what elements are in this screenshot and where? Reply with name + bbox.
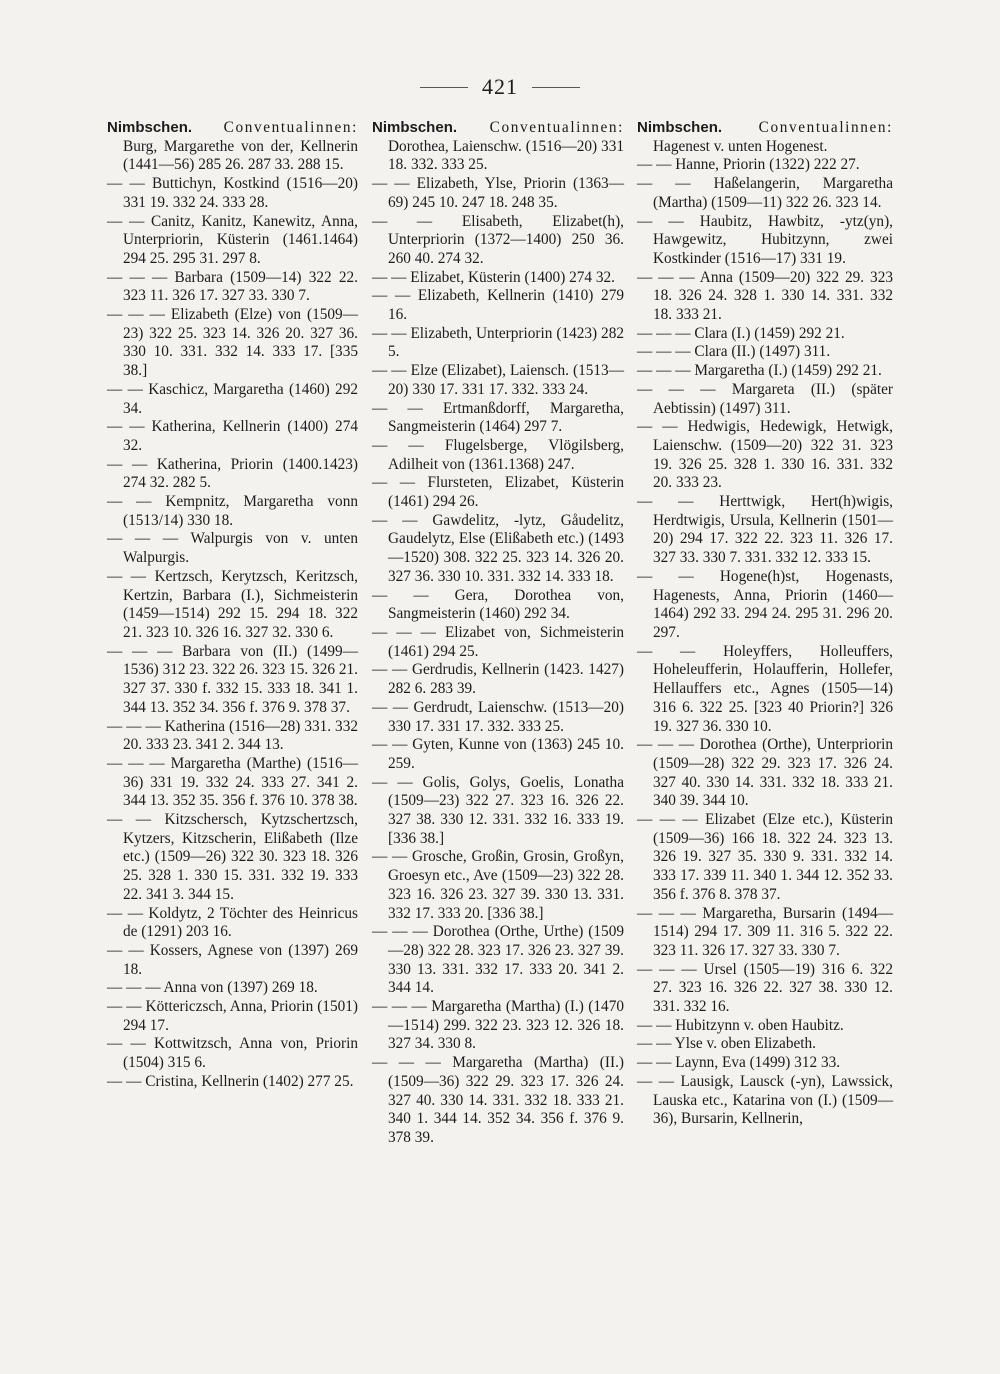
index-entry: — — — Margaretha, Bursarin (1494—1514) 294 17. 309 11. 316 5. 322 22. 323 11. 326 17. 327 33. 330 7. <box>637 904 893 959</box>
index-entry: — — Ylse v. oben Elizabeth. <box>637 1035 816 1053</box>
text-column-2 <box>372 119 624 1148</box>
index-entry: — — Hanne, Priorin (1322) 222 27. <box>637 156 860 174</box>
index-entry: — — Katherina, Kellnerin (1400) 274 32. <box>107 418 358 454</box>
index-entry: — — Elizabet, Küsterin (1400) 274 32. <box>372 268 616 286</box>
header-rule-left <box>420 87 468 88</box>
column-subheading: Conventualinnen: <box>758 119 893 136</box>
index-entry: — — Hogene(h)st, Hogenasts, Hagenests, Anna, Priorin (1460—1464) 292 33. 294 24. 295 31. 296 20. 297. <box>637 567 893 641</box>
index-entry: — — — Margaretha (Martha) (I.) (1470—1514) 299. 322 23. 323 12. 326 18. 327 34. 330 8. <box>372 998 624 1053</box>
index-entry: — — — Dorothea (Orthe, Urthe) (1509—28) 322 28. 323 17. 326 23. 327 39. 330 13. 331. 332 17. 333 20. 341 2. 344 14. <box>372 923 624 997</box>
index-entry: — — Canitz, Kanitz, Kanewitz, Anna, Unterpriorin, Küsterin (1461.1464) 294 25. 295 31. 297 8. <box>107 212 358 267</box>
index-entry: — — — Walpurgis von v. unten Walpurgis. <box>107 530 358 567</box>
index-entry: — — Elze (Elizabet), Laiensch. (1513—20) 330 17. 331 17. 332. 333 24. <box>372 362 624 398</box>
index-entry <box>637 119 893 156</box>
index-entry: — — Köttericzsch, Anna, Priorin (1501) 294 17. <box>107 998 358 1034</box>
entry-text: Dorothea, Laienschw. (1516—20) 331 18. 332. 333 25. <box>388 137 624 174</box>
index-entry: — — — Clara (I.) (1459) 292 21. <box>637 324 845 342</box>
index-entry: — — Hedwigis, Hedewigk, Hetwigk, Laienschw. (1509—20) 322 31. 323 19. 326 25. 328 1. 330 16. 331. 332 20. 333 23. <box>637 418 893 492</box>
index-entry: — — — Barbara (1509—14) 322 22. 323 11. 326 17. 327 33. 330 7. <box>107 268 358 305</box>
text-column-1 <box>107 119 358 1092</box>
index-entry: — — — Anna von (1397) 269 18. <box>107 979 318 997</box>
index-entry: — — Grosche, Großin, Grosin, Großyn, Groesyn etc., Ave (1509—23) 322 28. 323 16. 326 23. 327 39. 330 13. 331. 332 17. 333 20. [336 38.] <box>372 848 624 922</box>
header-rule-right <box>532 87 580 88</box>
index-entry: — — Kossers, Agnese von (1397) 269 18. <box>107 941 358 978</box>
index-entry: — — Herttwigk, Hert(h)wigis, Herdtwigis, Ursula, Kellnerin (1501—20) 294 17. 322 22. 323 11. 326 17. 327 33. 330 7. 331. 332 12. 333 15. <box>637 493 893 567</box>
index-entry: — — Laynn, Eva (1499) 312 33. <box>637 1054 841 1072</box>
index-entry: — — Koldytz, 2 Töchter des Heinricus de (1291) 203 16. <box>107 904 358 941</box>
index-entry: — — — Ursel (1505—19) 316 6. 322 27. 323 16. 326 22. 327 38. 330 12. 331. 332 16. <box>637 960 893 1016</box>
column-subheading: Conventualinnen: <box>489 119 624 136</box>
entry-text: Hagenest v. unten Hogenest. <box>653 137 828 155</box>
index-entry: — — Kertzsch, Kerytzsch, Keritzsch, Kertzin, Barbara (I.), Sichmeisterin (1459—1514) 292 15. 294 18. 322 21. 323 10. 326 16. 327 32. 330 6. <box>107 567 358 641</box>
index-entry: — — Haubitz, Hawbitz, -ytz(yn), Hawgewitz, Hubitzynn, zwei Kostkinder (1516—17) 331 19. <box>637 212 893 267</box>
index-entry <box>107 119 358 175</box>
page-number: 421 <box>482 74 518 99</box>
index-entry: — — Gerdrudt, Laienschw. (1513—20) 330 17. 331 17. 332. 333 25. <box>372 698 624 735</box>
index-entry: — — Gawdelitz, -lytz, Gåudelitz, Gaudelytz, Else (Elißabeth etc.) (1493—1520) 308. 322 25. 323 14. 326 20. 327 36. 330 10. 331. 332 14. 333 18. <box>372 511 624 585</box>
index-entry: — — — Margaretha (I.) (1459) 292 21. <box>637 362 882 380</box>
index-entry: — — Kitzschersch, Kytzschertzsch, Kytzers, Kitzscherin, Elißabeth (Ilze etc.) (1509—26) 322 30. 323 18. 326 25. 328 1. 330 15. 331. 332 19. 333 22. 341 3. 344 15. <box>107 811 358 903</box>
index-entry: — — Buttichyn, Kostkind (1516—20) 331 19. 332 24. 333 28. <box>107 175 358 211</box>
text-column-3 <box>637 119 893 1129</box>
index-entry: — — — Margaretha (Martha) (II.) (1509—36) 322 29. 323 17. 326 24. 327 40. 330 14. 331. 332 18. 333 21. 340 1. 344 14. 352 34. 356 f. 376 9. 378 39. <box>372 1054 624 1146</box>
index-entry: — — Golis, Golys, Goelis, Lonatha (1509—23) 322 27. 323 16. 326 22. 327 38. 330 12. 331. 332 16. 333 19. [336 38.] <box>372 773 624 847</box>
index-entry: — — — Clara (II.) (1497) 311. <box>637 343 831 361</box>
page-header <box>0 74 1000 100</box>
index-entry: — — Elisabeth, Elizabet(h), Unterpriorin (1372—1400) 250 36. 260 40. 274 32. <box>372 212 624 267</box>
index-entry: — — — Katherina (1516—28) 331. 332 20. 333 23. 341 2. 344 13. <box>107 717 358 754</box>
column-heading: Nimbschen. <box>107 119 193 136</box>
index-entry: — — — Dorothea (Orthe), Unterpriorin (1509—28) 322 29. 323 17. 326 24. 327 40. 330 14. 331. 332 18. 333 21. 340 39. 344 10. <box>637 736 893 810</box>
index-entry: — — — Elizabet von, Sichmeisterin (1461) 294 25. <box>372 623 624 660</box>
index-entry: — — — Margareta (II.) (später Aebtissin) (1497) 311. <box>637 380 893 417</box>
index-entry: — — — Barbara von (II.) (1499—1536) 312 23. 322 26. 323 15. 326 21. 327 37. 330 f. 332 15. 333 18. 341 1. 344 13. 352 34. 356 f. 376 9. 378 37. <box>107 642 358 716</box>
index-entry: — — Hubitzynn v. oben Haubitz. <box>637 1016 844 1034</box>
index-entry: — — — Elizabeth (Elze) von (1509—23) 322 25. 323 14. 326 20. 327 36. 330 10. 331. 332 14. 333 17. [335 38.] <box>107 306 358 380</box>
index-entry: — — Kottwitzsch, Anna von, Priorin (1504) 315 6. <box>107 1035 358 1072</box>
index-entry: — — Gyten, Kunne von (1363) 245 10. 259. <box>372 736 624 772</box>
index-entry: — — — Margaretha (Marthe) (1516—36) 331 19. 332 24. 333 27. 341 2. 344 13. 352 35. 356 f. 376 10. 378 38. <box>107 754 358 810</box>
index-entry: — — Holeyffers, Holleuffers, Hoheleufferin, Holaufferin, Hollefer, Hellauffers etc., Agnes (1505—14) 316 6. 322 25. [323 40 Priorin?] 326 19. 327 36. 330 10. <box>637 642 893 735</box>
index-entry: — — Elizabeth, Unterpriorin (1423) 282 5. <box>372 324 624 361</box>
index-entry: — — Flursteten, Elizabet, Küsterin (1461) 294 26. <box>372 474 624 511</box>
column-heading: Nimbschen. <box>372 119 458 136</box>
index-entry: — — — Anna (1509—20) 322 29. 323 18. 326 24. 328 1. 330 14. 331. 332 18. 333 21. <box>637 268 893 324</box>
index-entry: — — Kaschicz, Margaretha (1460) 292 34. <box>107 380 358 417</box>
index-entry: — — Lausigk, Lausck (-yn), Lawssick, Lauska etc., Katarina von (I.) (1509—36), Bursarin, Kellnerin, <box>637 1072 893 1128</box>
index-entry: — — Elizabeth, Kellnerin (1410) 279 16. <box>372 287 624 324</box>
index-entry: — — Katherina, Priorin (1400.1423) 274 32. 282 5. <box>107 455 358 492</box>
index-entry: — — Ertmanßdorff, Margaretha, Sangmeisterin (1464) 297 7. <box>372 399 624 436</box>
index-entry: — — Flugelsberge, Vlögilsberg, Adilheit von (1361.1368) 247. <box>372 436 624 473</box>
index-entry: — — Gerdrudis, Kellnerin (1423. 1427) 282 6. 283 39. <box>372 661 624 698</box>
column-heading: Nimbschen. <box>637 119 723 136</box>
index-entry: — — Gera, Dorothea von, Sangmeisterin (1460) 292 34. <box>372 586 624 623</box>
index-entry: — — Cristina, Kellnerin (1402) 277 25. <box>107 1072 354 1090</box>
index-entry: — — Kempnitz, Margaretha vonn (1513/14) 330 18. <box>107 493 358 529</box>
index-entry: — — Elizabeth, Ylse, Priorin (1363—69) 245 10. 247 18. 248 35. <box>372 175 624 211</box>
index-entry: — — Haßelangerin, Margaretha (Martha) (1509—11) 322 26. 323 14. <box>637 175 893 211</box>
column-subheading: Conventualinnen: <box>223 119 358 136</box>
index-entry <box>372 119 624 175</box>
entry-text: Burg, Margarethe von der, Kellnerin (1441—56) 285 26. 287 33. 288 15. <box>123 137 358 174</box>
index-entry: — — — Elizabet (Elze etc.), Küsterin (1509—36) 166 18. 322 24. 323 13. 326 19. 327 35. 330 9. 331. 332 14. 333 17. 339 11. 340 1. 344 12. 352 33. 356 f. 376 8. 378 37. <box>637 811 893 903</box>
